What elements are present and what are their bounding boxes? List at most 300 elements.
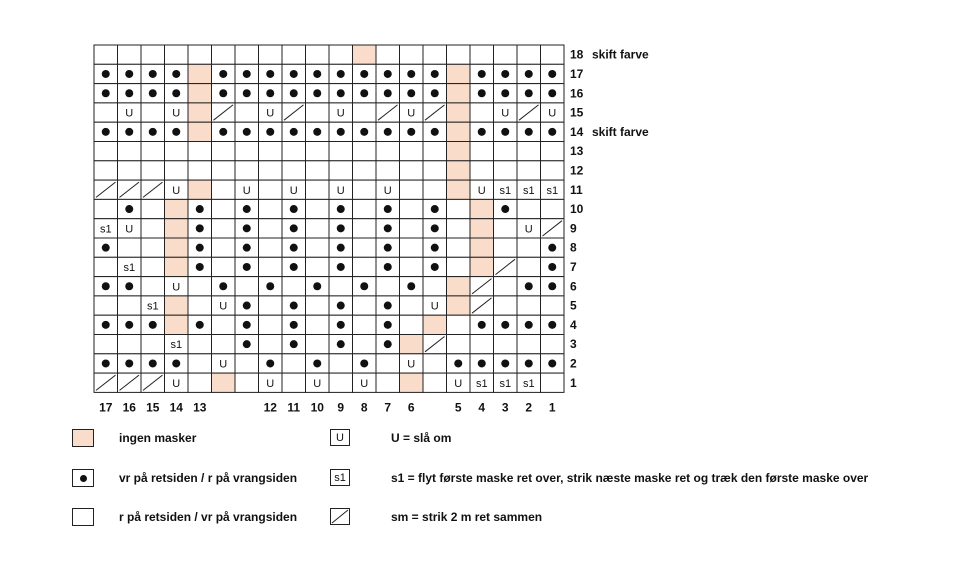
purl-dot <box>384 205 392 213</box>
column-label: 5 <box>454 400 462 415</box>
purl-dot <box>501 128 509 136</box>
purl-dot <box>337 70 345 78</box>
chart-cell <box>188 161 212 180</box>
purl-dot <box>149 359 157 367</box>
purl-dot <box>384 128 392 136</box>
purl-dot <box>290 128 298 136</box>
chart-cell <box>188 45 212 64</box>
chart-cell <box>494 238 518 257</box>
legend-knit-label: r på retsiden / vr på vrangsiden <box>119 510 298 524</box>
chart-cell <box>212 180 236 199</box>
s1-symbol: s1 <box>499 377 512 390</box>
yarn-over-symbol: U <box>548 107 557 120</box>
chart-cell <box>470 142 494 161</box>
chart-cell <box>494 142 518 161</box>
chart-cell <box>329 142 353 161</box>
chart-cell <box>400 199 424 218</box>
chart-cell <box>376 161 400 180</box>
chart-cell <box>118 238 142 257</box>
legend-s1-swatch: s1 <box>330 469 350 486</box>
no-stitch-cell <box>165 219 189 238</box>
row-label: 16 <box>570 86 584 101</box>
purl-dot <box>149 128 157 136</box>
purl-dot <box>125 282 133 290</box>
chart-cell <box>306 238 330 257</box>
s1-symbol: s1 <box>146 300 159 313</box>
purl-dot <box>196 244 204 252</box>
purl-dot <box>360 359 368 367</box>
chart-cell <box>282 142 306 161</box>
row-label: 2 <box>570 356 577 371</box>
row-label: 9 <box>570 221 577 236</box>
purl-dot <box>525 89 533 97</box>
chart-cell <box>141 161 165 180</box>
chart-cell <box>329 45 353 64</box>
no-stitch-cell <box>188 103 212 122</box>
chart-cell <box>447 238 471 257</box>
chart-cell <box>517 257 541 276</box>
chart-cell <box>447 45 471 64</box>
yarn-over-symbol: U <box>289 184 298 197</box>
chart-cell <box>447 219 471 238</box>
chart-cell <box>517 161 541 180</box>
chart-cell <box>306 315 330 334</box>
chart-cell <box>212 315 236 334</box>
chart-cell <box>494 45 518 64</box>
legend-purl-swatch <box>72 469 94 487</box>
yarn-over-symbol: U <box>454 377 463 390</box>
purl-dot <box>196 224 204 232</box>
purl-dot <box>548 282 556 290</box>
chart-cell <box>141 103 165 122</box>
purl-dot <box>266 128 274 136</box>
yarn-over-symbol: U <box>430 300 439 313</box>
purl-dot <box>102 321 110 329</box>
purl-dot <box>290 302 298 310</box>
yarn-over-symbol: U <box>172 377 181 390</box>
no-stitch-cell <box>447 84 471 103</box>
purl-dot <box>243 205 251 213</box>
chart-cell <box>470 335 494 354</box>
chart-cell <box>306 142 330 161</box>
chart-cell <box>141 45 165 64</box>
row-label: 10 <box>570 202 584 217</box>
purl-dot <box>125 128 133 136</box>
yarn-over-symbol: U <box>407 358 416 371</box>
purl-dot <box>337 302 345 310</box>
purl-dot <box>525 321 533 329</box>
chart-cell <box>400 296 424 315</box>
purl-dot <box>384 321 392 329</box>
chart-cell <box>447 315 471 334</box>
purl-dot <box>196 205 204 213</box>
chart-cell <box>376 277 400 296</box>
purl-dot <box>125 321 133 329</box>
chart-cell <box>94 296 118 315</box>
chart-cell <box>188 296 212 315</box>
chart-cell <box>259 199 283 218</box>
purl-dot <box>501 70 509 78</box>
row-label: 1 <box>570 375 577 390</box>
row-note: skift farve <box>592 124 649 139</box>
chart-cell <box>94 103 118 122</box>
purl-dot <box>243 302 251 310</box>
no-stitch-cell <box>447 64 471 83</box>
chart-cell <box>306 335 330 354</box>
purl-dot <box>407 128 415 136</box>
no-stitch-cell <box>447 161 471 180</box>
purl-dot-icon <box>80 475 87 482</box>
purl-dot <box>501 205 509 213</box>
purl-dot <box>525 282 533 290</box>
chart-cell <box>306 103 330 122</box>
chart-cell <box>517 142 541 161</box>
chart-cell <box>282 373 306 392</box>
chart-cell <box>282 277 306 296</box>
purl-dot <box>478 89 486 97</box>
yarn-over-symbol: U <box>524 223 533 236</box>
purl-dot <box>102 282 110 290</box>
yarn-over-symbol: U <box>172 184 181 197</box>
yarn-over-symbol: U <box>172 281 181 294</box>
purl-dot <box>337 205 345 213</box>
purl-dot <box>431 70 439 78</box>
chart-cell <box>188 354 212 373</box>
chart-cell <box>212 142 236 161</box>
purl-dot <box>337 263 345 271</box>
chart-cell <box>494 161 518 180</box>
chart-cell <box>517 335 541 354</box>
column-label: 1 <box>548 400 556 415</box>
purl-dot <box>384 302 392 310</box>
s1-symbol: s1 <box>170 339 183 352</box>
chart-cell <box>259 180 283 199</box>
purl-dot <box>548 128 556 136</box>
chart-cell <box>235 354 259 373</box>
purl-dot <box>384 224 392 232</box>
chart-cell <box>141 219 165 238</box>
row-label: 17 <box>570 66 584 81</box>
no-stitch-cell <box>400 335 424 354</box>
purl-dot <box>290 89 298 97</box>
row-label: 4 <box>570 317 577 332</box>
purl-dot <box>290 340 298 348</box>
chart-cell <box>94 161 118 180</box>
row-label: 3 <box>570 337 577 352</box>
no-stitch-cell <box>447 142 471 161</box>
yarn-over-symbol: U <box>360 377 369 390</box>
chart-cell <box>517 199 541 218</box>
chart-cell <box>423 45 447 64</box>
chart-cell <box>423 354 447 373</box>
column-label: 3 <box>501 400 509 415</box>
purl-dot <box>431 263 439 271</box>
column-label: 16 <box>122 400 136 415</box>
column-label: 4 <box>478 400 486 415</box>
chart-cell <box>541 45 565 64</box>
chart-cell <box>259 257 283 276</box>
legend-no-stitch-label: ingen masker <box>119 431 197 445</box>
purl-dot <box>384 70 392 78</box>
purl-dot <box>337 321 345 329</box>
chart-cell <box>282 161 306 180</box>
s1-symbol: s1 <box>522 184 535 197</box>
chart-cell <box>188 373 212 392</box>
no-stitch-cell <box>470 219 494 238</box>
purl-dot <box>290 70 298 78</box>
chart-cell <box>235 142 259 161</box>
yarn-over-symbol: U <box>266 377 275 390</box>
chart-cell <box>165 161 189 180</box>
row-label: 15 <box>570 105 584 120</box>
chart-cell <box>259 238 283 257</box>
purl-dot <box>149 321 157 329</box>
purl-dot <box>337 224 345 232</box>
no-stitch-cell <box>212 373 236 392</box>
column-label: 10 <box>310 400 324 415</box>
purl-dot <box>219 128 227 136</box>
chart-cell <box>423 161 447 180</box>
chart-cell <box>118 45 142 64</box>
column-label: 15 <box>146 400 160 415</box>
yarn-over-symbol: U <box>125 223 134 236</box>
chart-cell <box>306 45 330 64</box>
purl-dot <box>266 359 274 367</box>
s1-symbol: s1 <box>475 377 488 390</box>
chart-cell <box>541 373 565 392</box>
purl-dot <box>337 340 345 348</box>
column-label: 12 <box>263 400 277 415</box>
s1-symbol: s1 <box>522 377 535 390</box>
no-stitch-cell <box>188 180 212 199</box>
no-stitch-cell <box>447 296 471 315</box>
chart-cell <box>212 257 236 276</box>
column-label: 7 <box>384 400 392 415</box>
chart-cell <box>235 161 259 180</box>
purl-dot <box>431 89 439 97</box>
yarn-over-symbol: U <box>219 300 228 313</box>
yarn-over-symbol: U <box>172 107 181 120</box>
purl-dot <box>548 263 556 271</box>
chart-cell <box>353 257 377 276</box>
purl-dot <box>407 89 415 97</box>
chart-cell <box>141 257 165 276</box>
chart-cell <box>141 238 165 257</box>
purl-dot <box>125 70 133 78</box>
yarn-over-symbol: U <box>219 358 228 371</box>
chart-cell <box>470 103 494 122</box>
row-label: 18 <box>570 47 584 62</box>
chart-cell <box>235 373 259 392</box>
no-stitch-cell <box>447 103 471 122</box>
purl-dot <box>243 340 251 348</box>
chart-cell <box>235 277 259 296</box>
chart-cell <box>353 142 377 161</box>
chart-cell <box>541 199 565 218</box>
column-label: 17 <box>99 400 113 415</box>
chart-cell <box>212 238 236 257</box>
chart-cell <box>353 180 377 199</box>
chart-cell <box>470 161 494 180</box>
chart-cell <box>94 257 118 276</box>
purl-dot <box>548 70 556 78</box>
chart-cell <box>470 45 494 64</box>
yarn-over-symbol: U <box>313 377 322 390</box>
purl-dot <box>149 70 157 78</box>
chart-cell <box>259 219 283 238</box>
chart-cell <box>118 335 142 354</box>
purl-dot <box>313 89 321 97</box>
purl-dot <box>243 244 251 252</box>
yarn-over-symbol: U <box>242 184 251 197</box>
purl-dot <box>102 70 110 78</box>
purl-dot <box>243 128 251 136</box>
yarn-over-symbol: U <box>407 107 416 120</box>
purl-dot <box>172 359 180 367</box>
chart-cell <box>188 335 212 354</box>
chart-cell <box>376 142 400 161</box>
no-stitch-cell <box>447 180 471 199</box>
no-stitch-cell <box>188 64 212 83</box>
column-label: 14 <box>169 400 183 415</box>
purl-dot <box>384 263 392 271</box>
row-label: 8 <box>570 240 577 255</box>
chart-cell <box>212 199 236 218</box>
yarn-over-symbol: U <box>125 107 134 120</box>
chart-cell <box>94 45 118 64</box>
purl-dot <box>243 224 251 232</box>
chart-cell <box>353 296 377 315</box>
purl-dot <box>454 359 462 367</box>
no-stitch-cell <box>188 84 212 103</box>
purl-dot <box>478 321 486 329</box>
chart-cell <box>400 315 424 334</box>
purl-dot <box>219 282 227 290</box>
chart-cell <box>259 142 283 161</box>
purl-dot <box>478 70 486 78</box>
purl-dot <box>290 244 298 252</box>
chart-cell <box>212 161 236 180</box>
row-label: 5 <box>570 298 577 313</box>
purl-dot <box>313 128 321 136</box>
purl-dot <box>313 282 321 290</box>
chart-cell <box>188 142 212 161</box>
chart-cell <box>376 45 400 64</box>
s1-symbol: s1 <box>546 184 559 197</box>
chart-cell <box>259 45 283 64</box>
chart-cell <box>494 296 518 315</box>
chart-cell <box>212 45 236 64</box>
purl-dot <box>266 89 274 97</box>
column-label: 11 <box>287 400 301 415</box>
chart-cell <box>118 296 142 315</box>
chart-cell <box>259 161 283 180</box>
chart-cell <box>306 199 330 218</box>
no-stitch-cell <box>470 257 494 276</box>
chart-cell <box>259 335 283 354</box>
chart-cell <box>494 277 518 296</box>
chart-cell <box>353 161 377 180</box>
chart-cell <box>447 199 471 218</box>
chart-cell <box>329 373 353 392</box>
chart-cell <box>235 45 259 64</box>
chart-cell <box>400 238 424 257</box>
purl-dot <box>431 224 439 232</box>
no-stitch-cell <box>470 238 494 257</box>
purl-dot <box>337 89 345 97</box>
legend-purl-label: vr på retsiden / r på vrangsiden <box>119 471 298 485</box>
no-stitch-cell <box>165 257 189 276</box>
s1-symbol: s1 <box>123 261 136 274</box>
chart-cell <box>376 354 400 373</box>
chart-cell <box>212 335 236 354</box>
purl-dot <box>290 263 298 271</box>
column-label: 2 <box>525 400 533 415</box>
no-stitch-cell <box>165 199 189 218</box>
purl-dot <box>548 321 556 329</box>
chart-cell <box>353 103 377 122</box>
chart-cell <box>423 142 447 161</box>
purl-dot <box>219 70 227 78</box>
purl-dot <box>337 244 345 252</box>
chart-cell <box>517 45 541 64</box>
purl-dot <box>548 244 556 252</box>
chart-cell <box>400 180 424 199</box>
purl-dot <box>266 282 274 290</box>
chart-cell <box>517 296 541 315</box>
chart-cell <box>353 315 377 334</box>
chart-cell <box>306 296 330 315</box>
chart-cell <box>353 335 377 354</box>
chart-cell <box>141 199 165 218</box>
purl-dot <box>525 359 533 367</box>
no-stitch-cell <box>353 45 377 64</box>
yarn-over-symbol: U <box>266 107 275 120</box>
purl-dot <box>360 70 368 78</box>
chart-cell <box>259 296 283 315</box>
no-stitch-cell <box>470 199 494 218</box>
chart-cell <box>517 238 541 257</box>
purl-dot <box>501 359 509 367</box>
chart-cell <box>400 142 424 161</box>
chart-cell <box>353 219 377 238</box>
chart-cell <box>118 161 142 180</box>
purl-dot <box>360 282 368 290</box>
purl-dot <box>243 321 251 329</box>
legend-k2tog-swatch <box>330 508 350 525</box>
chart-cell <box>141 277 165 296</box>
purl-dot <box>525 128 533 136</box>
purl-dot <box>243 263 251 271</box>
column-label: 9 <box>337 400 345 415</box>
legend-k2tog-label: sm = strik 2 m ret sammen <box>391 510 543 524</box>
chart-cell <box>353 238 377 257</box>
row-label: 14 <box>570 124 584 139</box>
purl-dot <box>196 321 204 329</box>
s1-symbol: s1 <box>99 223 112 236</box>
chart-cell <box>165 142 189 161</box>
no-stitch-cell <box>400 373 424 392</box>
chart-cell <box>188 277 212 296</box>
chart-cell <box>94 199 118 218</box>
chart-cell <box>235 103 259 122</box>
purl-dot <box>407 70 415 78</box>
chart-cell <box>541 161 565 180</box>
no-stitch-cell <box>165 315 189 334</box>
yarn-over-symbol: U <box>336 107 345 120</box>
chart-cell <box>306 219 330 238</box>
chart-cell <box>94 142 118 161</box>
